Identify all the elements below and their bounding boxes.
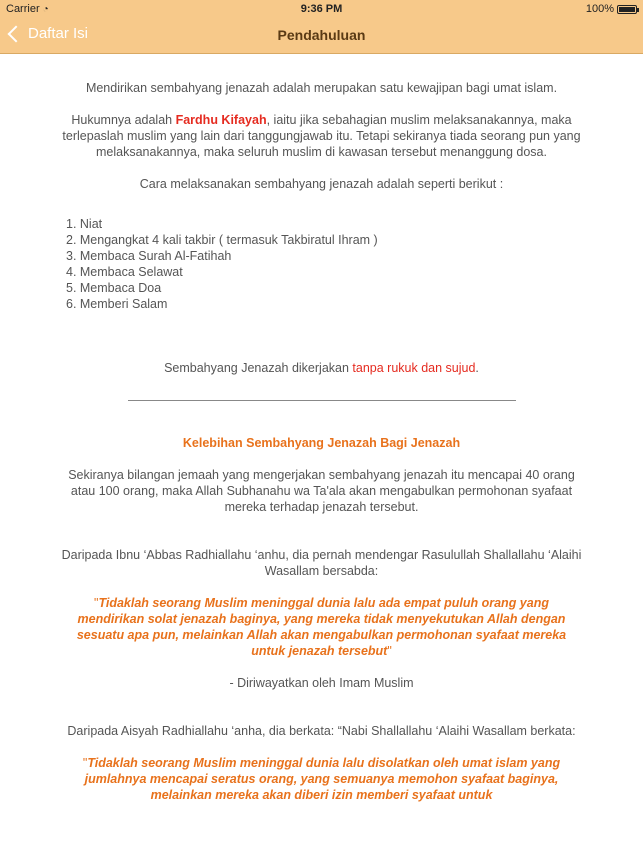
list-item: 5. Membaca Doa (66, 281, 162, 295)
article-content (60, 54, 583, 803)
list-item: 3. Membaca Surah Al-Fatihah (66, 249, 232, 263)
status-bar (0, 0, 643, 18)
narrator-1: - Diriwayatkan oleh Imam Muslim (229, 676, 414, 690)
wifi-icon: ◔ (42, 4, 49, 15)
page-title: Pendahuluan (277, 27, 366, 43)
top-bar (0, 0, 643, 54)
section-title: Kelebihan Sembahyang Jenazah Bagi Jenazah (182, 436, 461, 450)
intro-paragraph: Mendirikan sembahyang jenazah adalah merupakan satu kewajipan bagi umat islam. (85, 81, 558, 95)
list-item: 6. Memberi Salam (66, 297, 168, 311)
hukum-paragraph: Hukumnya adalah Fardhu Kifayah, iaitu jika sebahagian muslim melaksanakannya, maka terlepaslah muslim yang lain dari tanggungjawab itu. Tetapi sekiranya tiada seorang pun yang melaksanakannya, maka seluruh muslim di kawasan tersebut menanggung dosa. (62, 113, 581, 159)
steps-list (60, 216, 583, 312)
section-paragraph-2: Daripada Ibnu ‘Abbas Radhiallahu ‘anhu, dia pernah mendengar Rasulullah Shallallahu ‘Alaihi Wasallam bersabda: (61, 548, 582, 578)
list-item: 2. Mengangkat 4 kali takbir ( termasuk Takbiratul Ihram ) (66, 233, 378, 247)
status-time: 9:36 PM (300, 3, 343, 15)
section-divider (128, 400, 516, 401)
battery-percent: 100% (585, 3, 614, 15)
battery-icon (617, 5, 637, 14)
note-paragraph: Sembahyang Jenazah dikerjakan tanpa rukuk dan sujud. (164, 361, 479, 375)
section-paragraph-1: Sekiranya bilangan jemaah yang mengerjakan sembahyang jenazah itu mencapai 40 orang atau 100 orang, maka Allah Subhanahu wa Ta'ala akan mengabulkan permohonan syafaat mereka terhadap jenazah tersebut. (68, 468, 575, 514)
fardhu-kifayah-highlight: Fardhu Kifayah (175, 113, 267, 127)
carrier-label: Carrier ◔ (6, 3, 49, 15)
navigation-bar (0, 18, 643, 54)
back-button-label: Daftar Isi (28, 25, 89, 42)
list-item: 4. Membaca Selawat (66, 265, 183, 279)
note-highlight: tanpa rukuk dan sujud (352, 361, 476, 375)
battery-indicator (586, 3, 637, 15)
cara-paragraph: Cara melaksanakan sembahyang jenazah adalah seperti berikut : (139, 177, 504, 191)
list-item: 1. Niat (66, 217, 103, 231)
hadith-quote-1: "Tidaklah seorang Muslim meninggal dunia lalu ada empat puluh orang yang mendirikan solat jenazah baginya, yang mereka tidak menyekutukan Allah dengan sesuatu apa pun, melainkan Allah akan mengabulkan permohonan syafaat mereka untuk jenazah tersebut" (76, 596, 567, 658)
section-paragraph-3: Daripada Aisyah Radhiallahu ‘anha, dia berkata: “Nabi Shallallahu ‘Alaihi Wasallam berkata: (67, 724, 576, 738)
hadith-quote-2: "Tidaklah seorang Muslim meninggal dunia lalu disolatkan oleh umat islam yang jumlahnya mencapai seratus orang, yang semuanya memohon syafaat baginya, melainkan mereka akan diberi izin memberi syafaat untuk (82, 756, 561, 802)
